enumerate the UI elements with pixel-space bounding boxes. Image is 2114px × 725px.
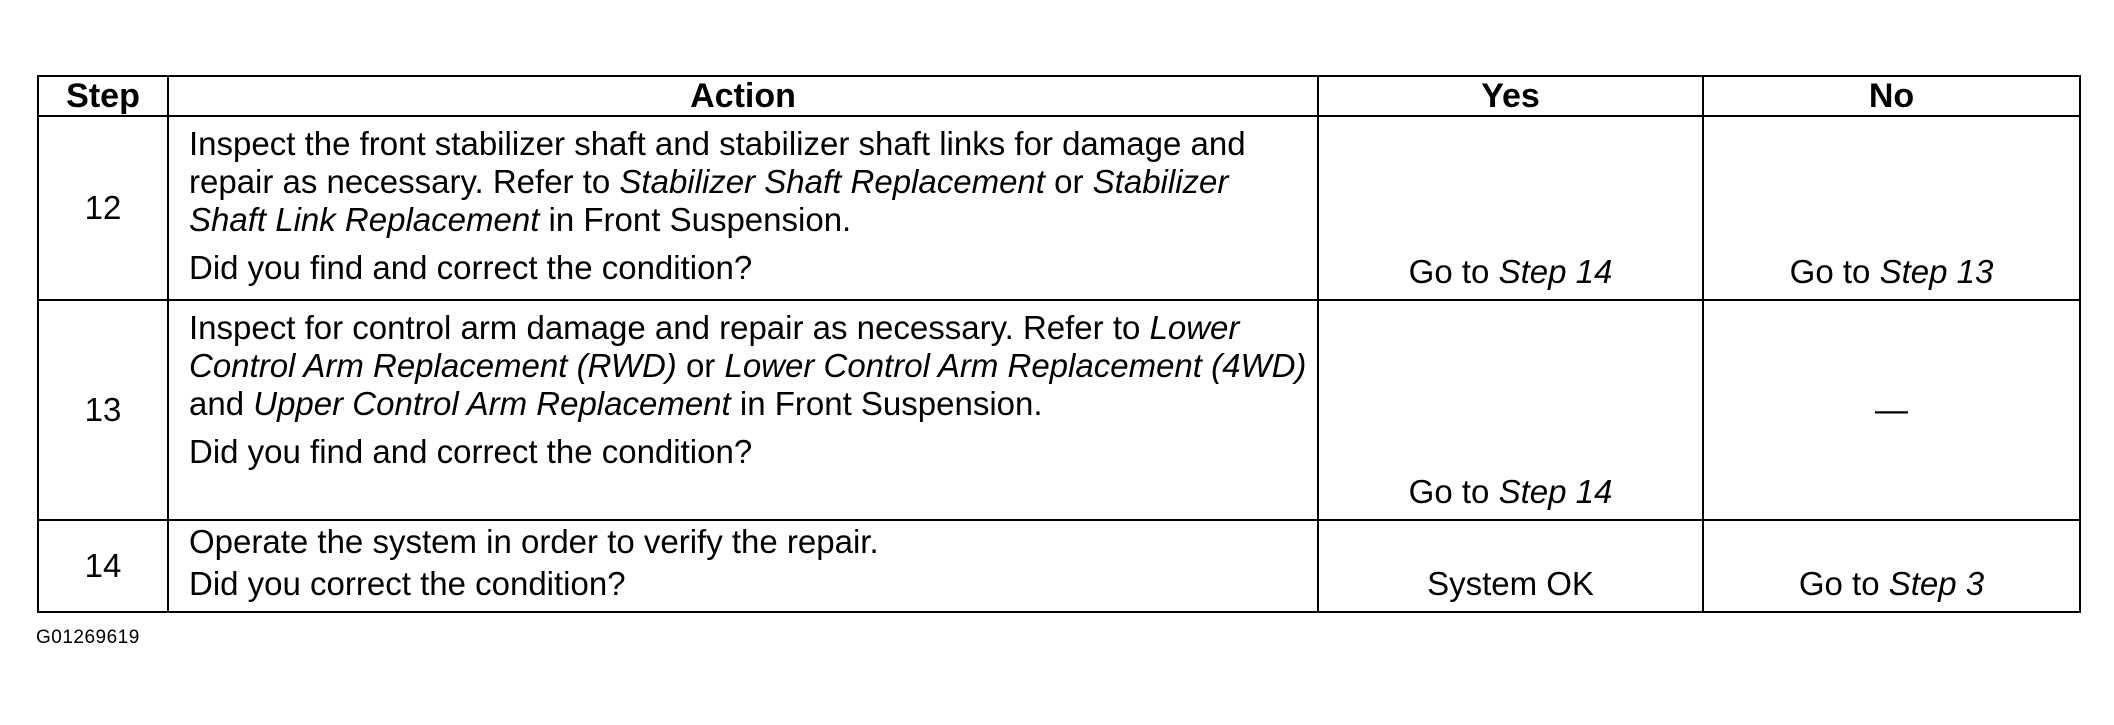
action-description <box>189 125 1307 239</box>
table-row-step-14 <box>38 520 2080 612</box>
goto-prefix: Go to <box>1408 473 1499 510</box>
action-text: or <box>676 347 725 384</box>
yes-result <box>1318 116 1703 300</box>
table-row-step-12 <box>38 116 2080 300</box>
no-result <box>1703 300 2080 520</box>
system-ok-text: System OK <box>1427 565 1594 602</box>
no-result <box>1703 520 2080 612</box>
header-row <box>38 76 2080 116</box>
reference-link: Lower Control Arm Replacement (4WD) <box>724 347 1307 384</box>
action-question: Did you find and correct the condition? <box>189 249 753 286</box>
action-question: Did you find and correct the condition? <box>189 433 753 470</box>
goto-prefix: Go to <box>1408 253 1499 290</box>
action-text: in Front Suspension. <box>730 385 1043 422</box>
action-text: Inspect the front stabilizer shaft and stabilizer shaft links for damage and repair as necessary. Refer to <box>189 125 1246 200</box>
header-action: Action <box>168 76 1318 116</box>
action-text: and <box>189 385 254 422</box>
action-question: Did you correct the condition? <box>189 565 626 602</box>
goto-prefix: Go to <box>1798 565 1889 602</box>
table-row-step-13 <box>38 300 2080 520</box>
step-reference: Step 3 <box>1888 565 1985 602</box>
action-text: or <box>1044 163 1093 200</box>
action-description <box>189 309 1307 423</box>
step-number <box>38 520 168 612</box>
reference-link: Stabilizer Shaft Replacement <box>619 163 1045 200</box>
step-number <box>38 300 168 520</box>
step-reference: Step 14 <box>1498 473 1613 510</box>
header-no: No <box>1703 76 2080 116</box>
step-number-text: 12 <box>84 189 122 226</box>
no-result <box>1703 116 2080 300</box>
reference-link: Lower Control Arm Replacement (RWD) <box>189 309 1240 384</box>
action-cell <box>168 300 1318 520</box>
action-description: Operate the system in order to verify the repair. <box>189 523 879 560</box>
step-reference: Step 13 <box>1879 253 1994 290</box>
action-text: in Front Suspension. <box>539 201 852 238</box>
yes-result <box>1318 520 1703 612</box>
action-text: Inspect for control arm damage and repair as necessary. Refer to <box>189 309 1150 346</box>
step-number <box>38 116 168 300</box>
step-reference: Step 14 <box>1498 253 1613 290</box>
diagnostic-table <box>37 75 2081 613</box>
action-cell <box>168 520 1318 612</box>
yes-result <box>1318 300 1703 520</box>
step-number-text: 14 <box>84 547 122 584</box>
reference-link: Stabilizer Shaft Link Replacement <box>189 163 1229 238</box>
reference-link: Upper Control Arm Replacement <box>253 385 731 422</box>
header-step: Step <box>38 76 168 116</box>
figure-id: G01269619 <box>36 627 140 648</box>
goto-prefix: Go to <box>1789 253 1880 290</box>
no-action-dash: — <box>1875 391 1908 428</box>
header-yes: Yes <box>1318 76 1703 116</box>
step-number-text: 13 <box>84 391 122 428</box>
action-cell <box>168 116 1318 300</box>
